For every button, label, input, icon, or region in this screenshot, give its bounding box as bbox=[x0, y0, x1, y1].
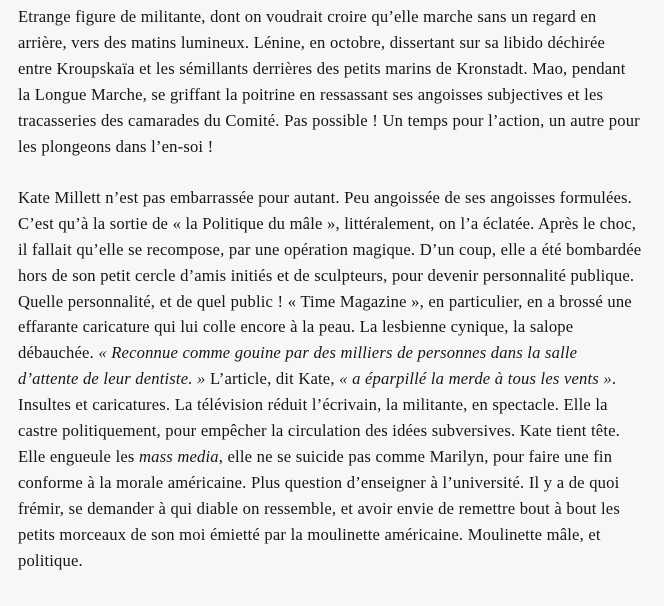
p2-run-italic-quote-2: « a éparpillé la merde à tous les vents » bbox=[339, 369, 612, 389]
p2-run-italic-quote-1: « Reconnue comme gouine par des milliers de personnes dans la salle d’attente de leur dentiste. » bbox=[18, 343, 578, 389]
p2-run-roman-4: , elle ne se suicide pas comme Marilyn, pour faire une fin conforme à la morale américaine. Plus question d’enseigner à l’université. Il y a de quoi frémir, se demander à qui diable on ressemble, et avoir envie de remettre bout à bout les petits morceaux de son moi émietté par la moulinette américaine. Moulinette mâle, et politique. bbox=[18, 447, 620, 570]
p2-run-roman-1: Kate Millett n’est pas embarrassée pour autant. Peu angoissée de ses angoisses formulées. C’est qu’à la sortie de « la Politique du mâle », littéralement, on l’a éclatée. Après le choc, il fallait qu’elle se recompose, par une opération magique. D’un coup, elle a été bombardée hors de son petit cercle d’amis initiés et de sculpteurs, pour devenir personnalité publique. Quelle personnalité, et de quel public ! « Time Magazine », en particulier, en a brossé une effarante caricature qui lui colle encore à la peau. La lesbienne cynique, la salope débauchée. bbox=[18, 187, 642, 363]
paragraph-2 bbox=[18, 185, 642, 574]
paragraph-1: Etrange figure de militante, dont on voudrait croire qu’elle marche sans un regard en arrière, vers des matins lumineux. Lénine, en octobre, dissertant sur sa libido déchirée entre Kroupskaïa et les sémillants derrières des petits marins de Kronstadt. Mao, pendant la Longue Marche, se griffant la poitrine en ressassant ses angoisses subjectives et les tracasseries des camarades du Comité. Pas possible ! Un temps pour l’action, un autre pour les plongeons dans l’en-soi ! bbox=[18, 7, 640, 156]
p2-run-italic-mass-media: mass media bbox=[138, 447, 219, 466]
prose-body bbox=[18, 4, 642, 574]
p2-run-roman-2: L’article, dit Kate, bbox=[205, 369, 340, 389]
p2-run-roman-3: . Insultes et caricatures. La télévision réduit l’écrivain, la militante, en spectacle. Elle la castre politiquement, pour empêcher la circulation des idées subversives. Kate tient tête. Elle engueule les bbox=[18, 369, 620, 466]
